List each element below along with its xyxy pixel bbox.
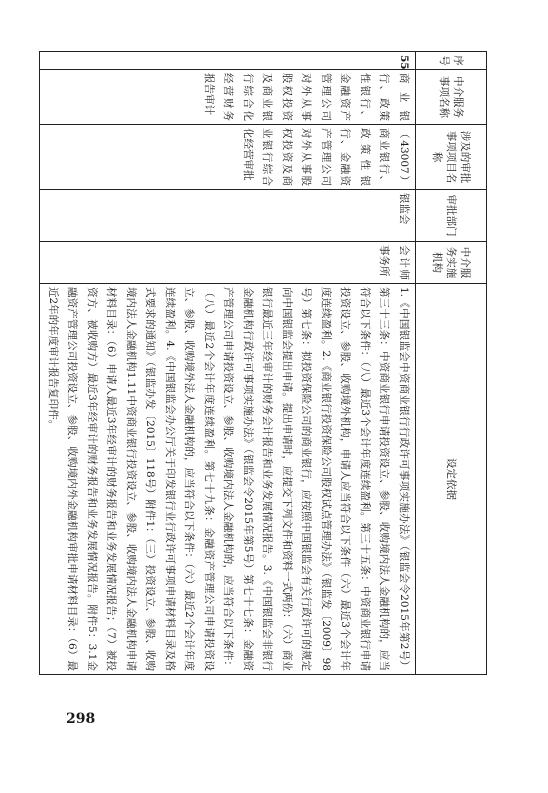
- header-basis: 设定依据: [416, 284, 487, 675]
- header-agency: 中介服务实施机构: [416, 242, 487, 284]
- header-approval-item: 涉及的审批事项项目名称: [416, 125, 487, 190]
- cell-agency: 会计师事务所: [40, 242, 416, 284]
- header-index: 序号: [416, 52, 487, 70]
- cell-department: 银监会: [40, 190, 416, 242]
- header-service-item: 中介服务事项名称: [416, 70, 487, 125]
- approval-table: [40, 51, 488, 675]
- cell-index: 55: [40, 52, 416, 70]
- rotated-table-container: [47, 51, 487, 674]
- page-number: 298: [66, 711, 96, 727]
- cell-service-item: 商业银行、政策性银行、金融资产管理公司对外从事股权投资及商业银行综合化经营财务报告审计: [40, 70, 416, 125]
- table-row: [40, 52, 416, 675]
- cell-approval-item: （43007）商业银行、政策性银行、金融资产管理公司对外从事股权投资及商业银行综合化经营审批: [40, 125, 416, 190]
- header-department: 审批部门: [416, 190, 487, 242]
- cell-basis: 1.《中国银监会中资商业银行行政许可事项实施办法》（银监会令2015年第2号）第三十三条：中资商业银行申请投资设立、参股、收购境内法人金融机构的，应当符合以下条件：（八）最近3个会计年度连续盈利。第三十五条：中资商业银行申请投资设立、参股、收购境外机构，申请人应当符合以下条件（六）最近3个会计年度连续盈利。2.《商业银行投资保险公司股权试点管理办法》（银监发〔2009〕98号）第七条：拟投资保险公司的商业银行，应按照中国银监会有关行政许可的规定向中国银监会提出申请。提出申请时，应提交下列文件和资料一式两份：（六）商业银行最近三年经审计的财务会计报告和业务发展情况报告。3.《中国银监会非银行金融机构行政许可事项实施办法》（银监会令2015年第5号）第七十七条：金融资产管理公司申请投资设立、参股、收购境内法人金融机构的，应当符合以下条件：（八）最近2个会计年度连续盈利。第七十九条：金融资产管理公司申请投资设立、参股、收购境外法人金融机构的，应当符合以下条件：（六）最近2个会计年度连续盈利。4.《中国银监会办公厅关于印发银行业行政许可事项申请材料目录及格式要求的通知》（银监办发〔2015〕118号）附件1：（三）投资设立、参股、收购境内法人金融机构1.11中资商业银行投资设立、参股、收购境内法人金融机构申请材料目录：（6）申请人最近3年经审计的财务报告和业务发展情况报告；（7）被投资方、被收购方）最近3年经审计的财务报告和业务发展情况报告。附件5：3.1金融资产管理公司投资设立、参股、收购境内外金融机构审批申请材料目录：（6）最近2年的年度审计报告复印件。: [40, 284, 416, 675]
- table-header-row: [416, 52, 487, 675]
